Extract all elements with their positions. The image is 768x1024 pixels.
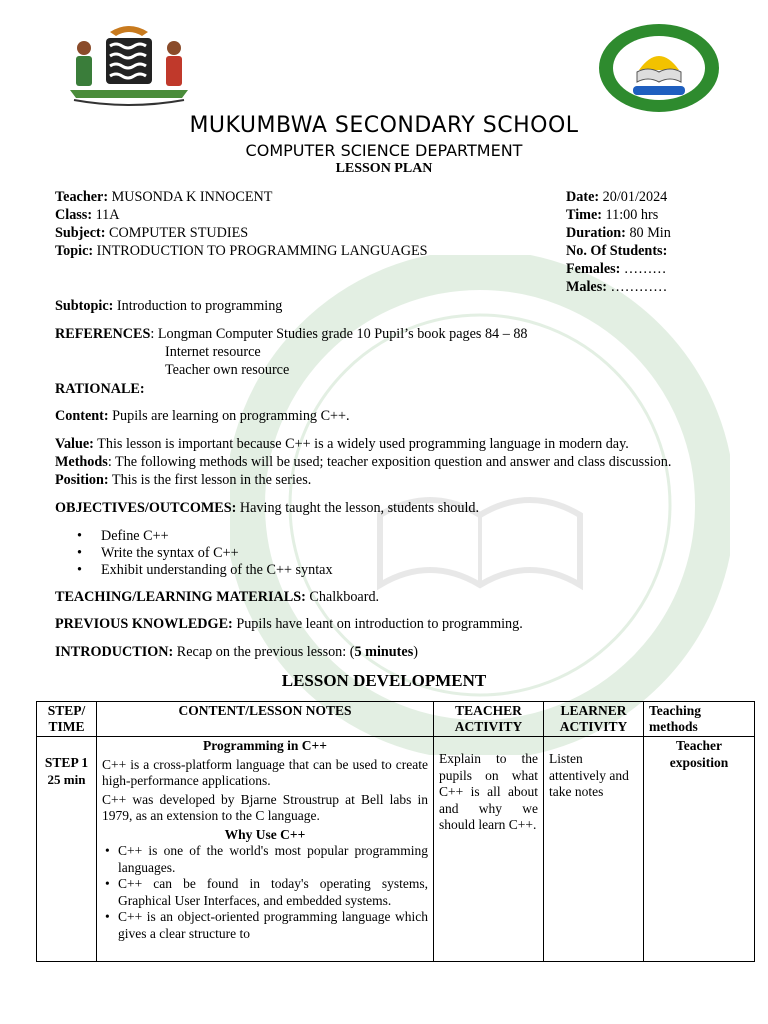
subtopic-line: Subtopic: Introduction to programming <box>55 298 283 314</box>
teacher-line: Teacher: MUSONDA K INNOCENT <box>55 189 273 205</box>
objectives-line: OBJECTIVES/OUTCOMES: Having taught the lesson, students should. <box>55 500 480 516</box>
teaching-methods-header: Teaching methods <box>644 702 755 737</box>
females-line: Females: ……… <box>566 261 667 277</box>
males-line: Males: ………… <box>566 279 668 295</box>
department-name: COMPUTER SCIENCE DEPARTMENT <box>245 141 523 160</box>
introduction-line: INTRODUCTION: Recap on the previous lesson: (5 minutes) <box>55 644 418 660</box>
document-title: LESSON PLAN <box>335 161 433 176</box>
table-header-row <box>37 702 755 737</box>
step-time-header: STEP/ TIME <box>37 702 97 737</box>
content-header: CONTENT/LESSON NOTES <box>97 702 434 737</box>
value-methods-position <box>55 435 671 489</box>
learner-activity-header: LEARNER ACTIVITY <box>544 702 644 737</box>
teacher-activity-header: TEACHER ACTIVITY <box>434 702 544 737</box>
learner-activity-cell: Listen attentively and take notes <box>544 737 644 962</box>
list-item: • C++ is an object-oriented programming language which gives a clear structure to <box>102 909 428 942</box>
value-line: Value: This lesson is important because C++ is a widely used programming language in modern day. <box>55 436 629 452</box>
school-seal-logo <box>597 22 721 114</box>
content-line: Content: Pupils are learning on programming C++. <box>55 408 350 424</box>
references-block: REFERENCES: Longman Computer Studies grade 10 Pupil’s book pages 84 – 88 Internet resource Teacher own resource <box>55 326 528 378</box>
list-item: • C++ is one of the world's most popular programming languages. <box>102 843 428 876</box>
lesson-notes-cell: Programming in C++ C++ is a cross-platform language that can be used to create high-performance applications. C++ was developed by Bjarne Stroustrup at Bell labs in 1979, as an extension to the C language. Why Use C++ • C++ is one of the world's most popular programming languages. • C++ can be found in today's operating systems, Graphical User Interfaces, and embedded systems. • C++ is an object-oriented programming language which gives a clear structure to <box>97 737 434 962</box>
objectives-list <box>55 528 333 579</box>
school-name: MUKUMBWA SECONDARY SCHOOL <box>189 113 579 138</box>
time-line: Time: 11:00 hrs <box>566 207 659 223</box>
rationale-heading: RATIONALE: <box>55 381 145 397</box>
list-item: • C++ can be found in today's operating systems, Graphical User Interfaces, and embedded systems. <box>102 876 428 909</box>
list-item: • Write the syntax of C++ <box>55 545 333 562</box>
subject-line: Subject: COMPUTER STUDIES <box>55 225 249 241</box>
students-line: No. Of Students: <box>566 243 668 259</box>
teacher-activity-cell: Explain to the pupils on what C++ is all about and why we should learn C++. <box>434 737 544 962</box>
duration-line: Duration: 80 Min <box>566 225 671 241</box>
list-item: • Define C++ <box>55 528 333 545</box>
table-row <box>37 737 755 962</box>
methods-line: Methods: The following methods will be used; teacher exposition question and answer and class discussion. <box>55 454 672 470</box>
lesson-development-title: LESSON DEVELOPMENT <box>281 671 487 690</box>
date-line: Date: 20/01/2024 <box>566 189 668 205</box>
class-line: Class: 11A <box>55 207 120 223</box>
info-right <box>566 188 671 296</box>
step-cell: STEP 1 25 min <box>37 737 97 962</box>
previous-knowledge-line: PREVIOUS KNOWLEDGE: Pupils have leant on introduction to programming. <box>55 616 523 632</box>
position-line: Position: This is the first lesson in the series. <box>55 472 312 488</box>
lesson-development-table <box>36 701 755 962</box>
info-left <box>55 188 428 260</box>
coat-of-arms-logo <box>60 18 198 110</box>
topic-line: Topic: INTRODUCTION TO PROGRAMMING LANGUAGES <box>55 243 428 259</box>
teaching-methods-cell: Teacher exposition <box>644 737 755 962</box>
list-item: • Exhibit understanding of the C++ syntax <box>55 562 333 579</box>
materials-line: TEACHING/LEARNING MATERIALS: Chalkboard. <box>55 589 380 605</box>
